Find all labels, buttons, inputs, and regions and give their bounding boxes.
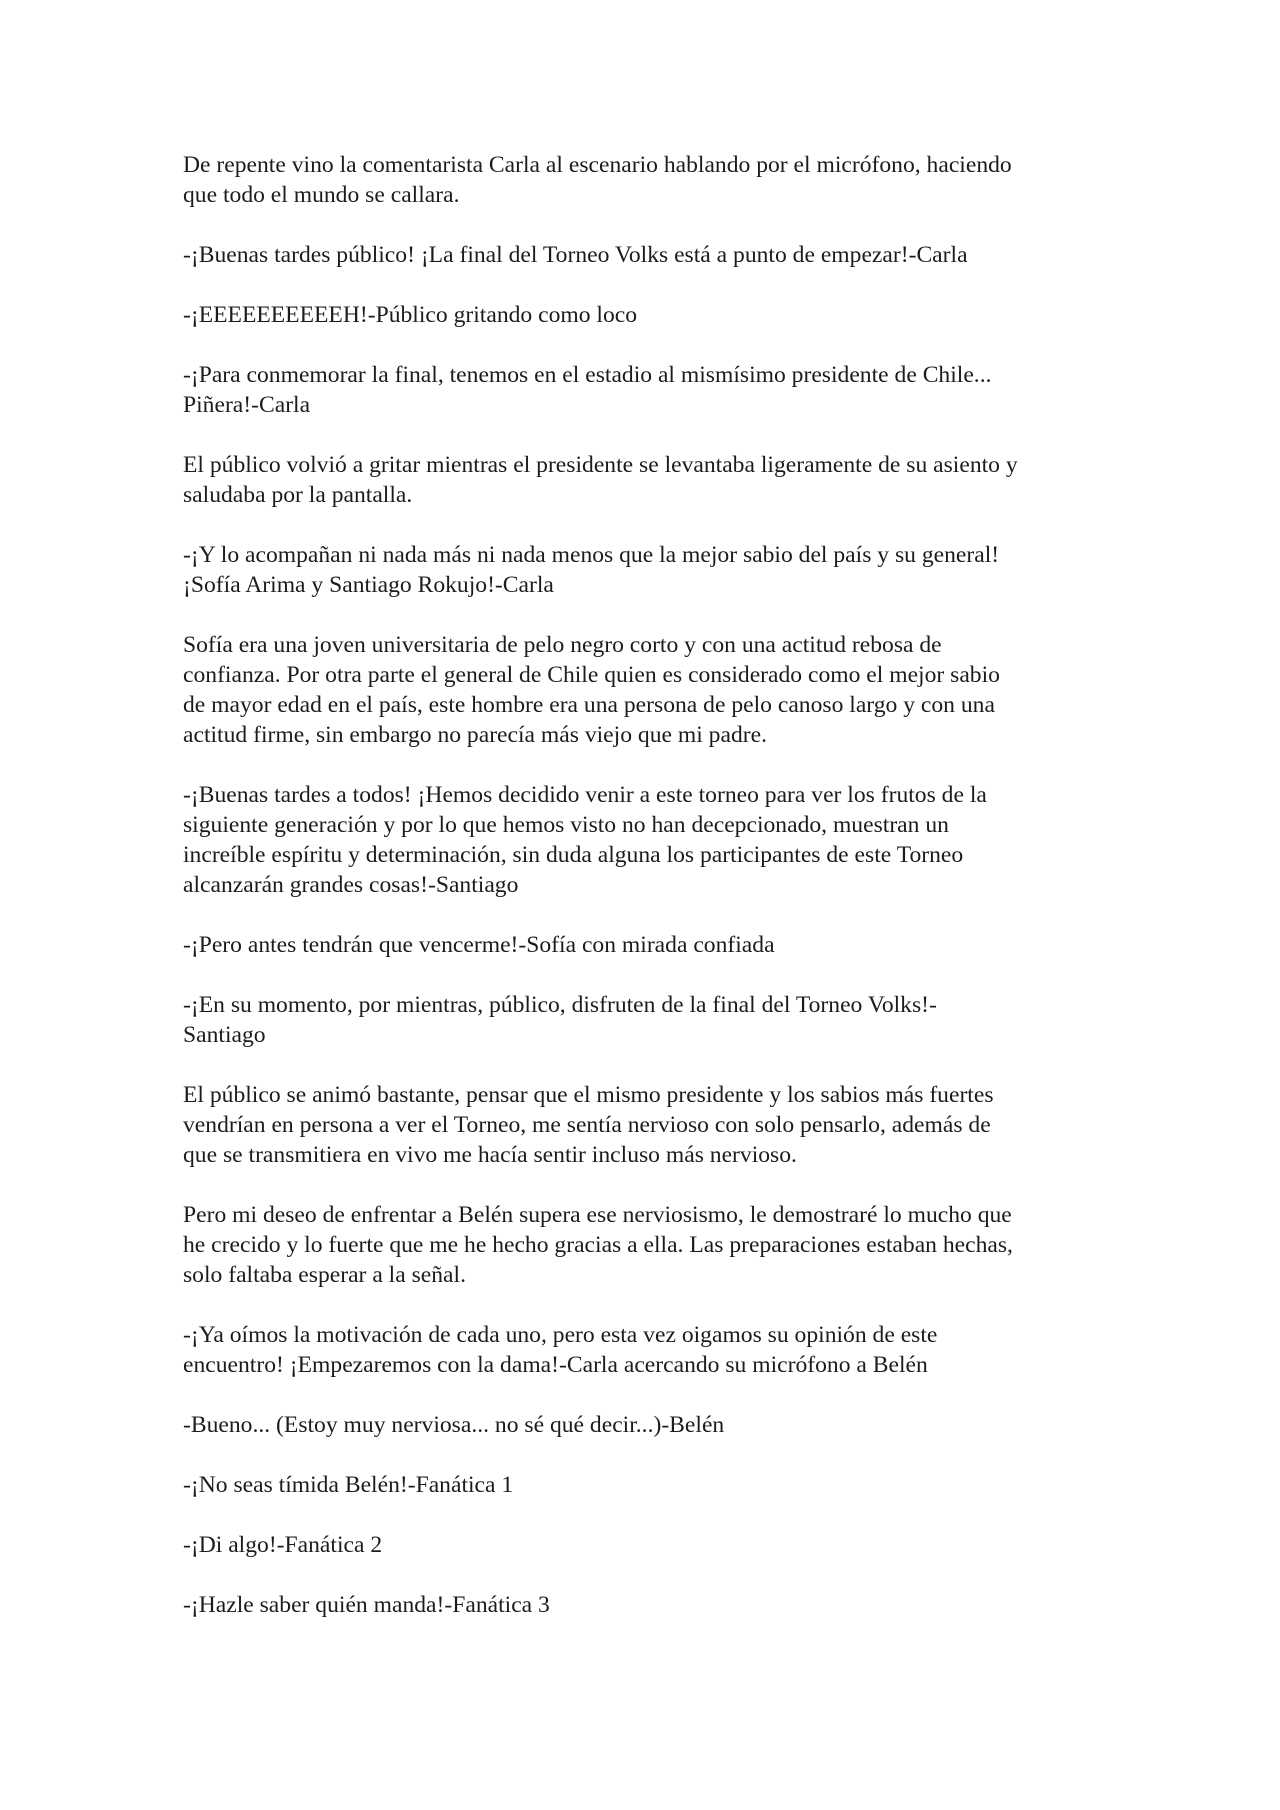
paragraph: Pero mi deseo de enfrentar a Belén supera ese nerviosismo, le demostraré lo mucho que he crecido y lo fuerte que me he hecho gracias a ella. Las preparaciones estaban hechas, solo faltaba esperar a la señal.	[183, 1202, 1013, 1288]
paragraph: -¡Buenas tardes público! ¡La final del Torneo Volks está a punto de empezar!-Carla	[183, 242, 968, 268]
paragraph: -¡En su momento, por mientras, público, disfruten de la final del Torneo Volks!- Santiago	[183, 992, 937, 1048]
paragraph: De repente vino la comentarista Carla al escenario hablando por el micrófono, haciendo que todo el mundo se callara.	[183, 152, 1012, 208]
paragraph: -¡Ya oímos la motivación de cada uno, pero esta vez oigamos su opinión de este encuentro! ¡Empezaremos con la dama!-Carla acercando su micrófono a Belén	[183, 1322, 938, 1378]
paragraph: El público se animó bastante, pensar que el mismo presidente y los sabios más fuertes vendrían en persona a ver el Torneo, me sentía nervioso con solo pensarlo, además de que se transmitiera en vivo me hacía sentir incluso más nervioso.	[183, 1082, 994, 1168]
paragraph: El público volvió a gritar mientras el presidente se levantaba ligeramente de su asiento y saludaba por la pantalla.	[183, 452, 1018, 508]
paragraph: -¡Di algo!-Fanática 2	[183, 1532, 383, 1558]
paragraph: -Bueno... (Estoy muy nerviosa... no sé qué decir...)-Belén	[183, 1412, 725, 1438]
paragraph: -¡EEEEEEEEEEH!-Público gritando como loco	[183, 302, 638, 328]
paragraph: -¡Pero antes tendrán que vencerme!-Sofía con mirada confiada	[183, 932, 775, 958]
paragraph: -¡Para conmemorar la final, tenemos en el estadio al mismísimo presidente de Chile... Piñera!-Carla	[183, 362, 992, 418]
paragraph: -¡Hazle saber quién manda!-Fanática 3	[183, 1592, 550, 1618]
paragraph: -¡Y lo acompañan ni nada más ni nada menos que la mejor sabio del país y su general! ¡Sofía Arima y Santiago Rokujo!-Carla	[183, 542, 1000, 598]
paragraph: Sofía era una joven universitaria de pelo negro corto y con una actitud rebosa de confianza. Por otra parte el general de Chile quien es considerado como el mejor sabio de mayor edad en el país, este hombre era una persona de pelo canoso largo y con una actitud firme, sin embargo no parecía más viejo que mi padre.	[183, 632, 1000, 748]
paragraph: -¡No seas tímida Belén!-Fanática 1	[183, 1472, 514, 1498]
paragraph: -¡Buenas tardes a todos! ¡Hemos decidido venir a este torneo para ver los frutos de la siguiente generación y por lo que hemos visto no han decepcionado, muestran un increíble espíritu y determinación, sin duda alguna los participantes de este Torneo alcanzarán grandes cosas!-Santiago	[183, 782, 987, 898]
body-text	[183, 150, 1098, 1620]
